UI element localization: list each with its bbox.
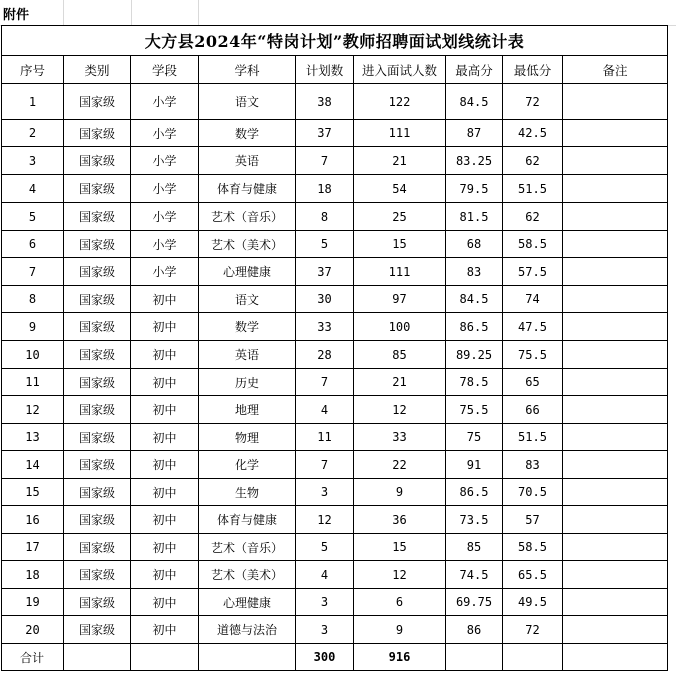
table-cell (563, 561, 668, 589)
table-cell: 初中 (131, 341, 199, 369)
table-cell: 66 (503, 396, 563, 424)
table-cell (563, 644, 668, 671)
table-cell: 33 (354, 424, 446, 451)
table-cell: 65 (503, 369, 563, 396)
total-row (2, 644, 668, 671)
table-cell: 17 (2, 534, 64, 561)
table-cell: 54 (354, 175, 446, 203)
table-cell: 5 (296, 534, 354, 561)
table-cell: 57 (503, 506, 563, 534)
table-cell: 7 (2, 258, 64, 286)
table-cell: 9 (2, 313, 64, 341)
table-cell (563, 396, 668, 424)
table-cell: 初中 (131, 479, 199, 506)
table-cell (131, 644, 199, 671)
table-cell: 国家级 (64, 561, 131, 589)
table-cell: 65.5 (503, 561, 563, 589)
table-cell: 21 (354, 369, 446, 396)
table-cell: 初中 (131, 506, 199, 534)
table-cell: 19 (2, 589, 64, 616)
table-cell: 3 (2, 147, 64, 175)
table-cell: 语文 (199, 84, 296, 120)
table-cell: 数学 (199, 120, 296, 147)
table-cell: 历史 (199, 369, 296, 396)
table-cell: 33 (296, 313, 354, 341)
table-cell (563, 534, 668, 561)
table-row (2, 203, 668, 231)
table-cell: 37 (296, 120, 354, 147)
total-interview-cell: 916 (354, 644, 446, 671)
table-cell: 初中 (131, 313, 199, 341)
table-cell: 初中 (131, 589, 199, 616)
table-cell: 111 (354, 120, 446, 147)
table-cell: 78.5 (446, 369, 503, 396)
table-row (2, 84, 668, 120)
table-cell: 艺术（美术） (199, 231, 296, 258)
table-cell: 英语 (199, 147, 296, 175)
table-cell (446, 644, 503, 671)
table-cell: 道德与法治 (199, 616, 296, 644)
table-cell: 81.5 (446, 203, 503, 231)
table-cell: 5 (296, 231, 354, 258)
table-row (2, 369, 668, 396)
table-cell: 37 (296, 258, 354, 286)
table-cell: 20 (2, 616, 64, 644)
table-cell: 16 (2, 506, 64, 534)
table-cell: 初中 (131, 616, 199, 644)
table-cell: 89.25 (446, 341, 503, 369)
table-cell: 初中 (131, 424, 199, 451)
table-cell: 83 (503, 451, 563, 479)
table-cell: 小学 (131, 120, 199, 147)
table-cell: 84.5 (446, 84, 503, 120)
table-cell: 国家级 (64, 506, 131, 534)
table-cell: 4 (296, 561, 354, 589)
table-cell: 国家级 (64, 616, 131, 644)
table-cell: 57.5 (503, 258, 563, 286)
table-cell (199, 644, 296, 671)
table-cell: 国家级 (64, 147, 131, 175)
table-cell: 7 (296, 369, 354, 396)
table-cell: 42.5 (503, 120, 563, 147)
table-row (2, 396, 668, 424)
interview-score-table (1, 25, 668, 671)
table-cell: 3 (296, 589, 354, 616)
table-cell: 86 (446, 616, 503, 644)
table-cell: 58.5 (503, 534, 563, 561)
table-cell: 100 (354, 313, 446, 341)
table-cell: 79.5 (446, 175, 503, 203)
table-cell: 4 (296, 396, 354, 424)
table-row (2, 506, 668, 534)
table-cell: 初中 (131, 534, 199, 561)
table-row (2, 175, 668, 203)
table-cell: 75 (446, 424, 503, 451)
table-cell: 体育与健康 (199, 175, 296, 203)
header-cell: 类别 (64, 56, 131, 84)
attachment-label: 附件 (3, 8, 30, 23)
total-label: 合计 (2, 644, 64, 671)
table-cell (563, 203, 668, 231)
table-cell: 15 (354, 534, 446, 561)
table-cell: 8 (296, 203, 354, 231)
table-cell (563, 616, 668, 644)
table-cell: 6 (354, 589, 446, 616)
table-cell (563, 84, 668, 120)
table-cell: 国家级 (64, 479, 131, 506)
table-header-row (2, 56, 668, 84)
table-cell (563, 286, 668, 313)
table-row (2, 341, 668, 369)
table-cell: 5 (2, 203, 64, 231)
table-cell: 10 (2, 341, 64, 369)
table-cell (563, 120, 668, 147)
header-cell: 备注 (563, 56, 668, 84)
table-cell: 国家级 (64, 424, 131, 451)
table-row (2, 589, 668, 616)
table-cell: 艺术（美术） (199, 561, 296, 589)
table-cell (563, 147, 668, 175)
table-cell: 85 (446, 534, 503, 561)
table-cell: 初中 (131, 369, 199, 396)
header-cell: 序号 (2, 56, 64, 84)
table-cell: 8 (2, 286, 64, 313)
table-cell: 初中 (131, 561, 199, 589)
table-cell: 18 (296, 175, 354, 203)
table-cell: 11 (296, 424, 354, 451)
header-cell: 学科 (199, 56, 296, 84)
table-cell: 国家级 (64, 286, 131, 313)
table-cell (563, 258, 668, 286)
header-cell: 最高分 (446, 56, 503, 84)
sheet-gridline (63, 0, 64, 26)
table-cell: 艺术（音乐） (199, 203, 296, 231)
table-cell (563, 589, 668, 616)
table-cell: 15 (2, 479, 64, 506)
table-row (2, 479, 668, 506)
table-row (2, 561, 668, 589)
table-cell: 国家级 (64, 175, 131, 203)
table-cell: 7 (296, 147, 354, 175)
header-cell: 最低分 (503, 56, 563, 84)
table-cell: 初中 (131, 396, 199, 424)
table-cell (563, 313, 668, 341)
table-cell (563, 369, 668, 396)
header-cell: 进入面试人数 (354, 56, 446, 84)
table-cell: 物理 (199, 424, 296, 451)
table-cell: 国家级 (64, 534, 131, 561)
table-cell: 3 (296, 616, 354, 644)
table-cell: 国家级 (64, 396, 131, 424)
table-cell: 小学 (131, 84, 199, 120)
table-cell: 小学 (131, 203, 199, 231)
table-cell: 国家级 (64, 203, 131, 231)
table-title: 大方县2024年“特岗计划”教师招聘面试划线统计表 (2, 26, 668, 56)
table-cell: 73.5 (446, 506, 503, 534)
table-cell: 111 (354, 258, 446, 286)
table-cell: 85 (354, 341, 446, 369)
table-cell: 21 (354, 147, 446, 175)
table-cell: 生物 (199, 479, 296, 506)
table-cell: 13 (2, 424, 64, 451)
table-cell: 2 (2, 120, 64, 147)
table-cell: 51.5 (503, 175, 563, 203)
table-cell: 18 (2, 561, 64, 589)
table-row (2, 424, 668, 451)
table-cell: 国家级 (64, 369, 131, 396)
table-cell: 小学 (131, 147, 199, 175)
table-cell: 12 (354, 561, 446, 589)
table-cell: 84.5 (446, 286, 503, 313)
table-cell: 12 (2, 396, 64, 424)
table-cell: 83 (446, 258, 503, 286)
table-cell: 初中 (131, 286, 199, 313)
table-cell: 英语 (199, 341, 296, 369)
table-cell (563, 341, 668, 369)
table-cell: 74 (503, 286, 563, 313)
table-cell: 国家级 (64, 120, 131, 147)
table-cell: 69.75 (446, 589, 503, 616)
table-row (2, 231, 668, 258)
table-row (2, 451, 668, 479)
table-cell: 12 (296, 506, 354, 534)
table-cell: 7 (296, 451, 354, 479)
table-cell: 70.5 (503, 479, 563, 506)
table-cell (563, 231, 668, 258)
table-cell: 艺术（音乐） (199, 534, 296, 561)
header-cell: 学段 (131, 56, 199, 84)
total-plan-cell: 300 (296, 644, 354, 671)
table-cell: 体育与健康 (199, 506, 296, 534)
table-cell: 75.5 (446, 396, 503, 424)
table-cell: 国家级 (64, 341, 131, 369)
table-cell: 化学 (199, 451, 296, 479)
sheet-gridline (131, 0, 132, 26)
table-cell (563, 424, 668, 451)
table-cell: 国家级 (64, 84, 131, 120)
table-cell: 97 (354, 286, 446, 313)
table-cell: 国家级 (64, 313, 131, 341)
table-cell: 22 (354, 451, 446, 479)
table-cell (563, 175, 668, 203)
table-cell: 28 (296, 341, 354, 369)
table-cell: 36 (354, 506, 446, 534)
table-cell: 14 (2, 451, 64, 479)
table-cell: 91 (446, 451, 503, 479)
table-cell: 72 (503, 84, 563, 120)
table-cell: 68 (446, 231, 503, 258)
header-cell: 计划数 (296, 56, 354, 84)
table-cell: 9 (354, 616, 446, 644)
table-cell: 86.5 (446, 479, 503, 506)
table-row (2, 534, 668, 561)
table-row (2, 313, 668, 341)
table-cell: 初中 (131, 451, 199, 479)
table-cell (503, 644, 563, 671)
table-cell: 74.5 (446, 561, 503, 589)
table-cell: 国家级 (64, 258, 131, 286)
table-row (2, 147, 668, 175)
table-cell (563, 479, 668, 506)
table-cell: 83.25 (446, 147, 503, 175)
table-cell: 心理健康 (199, 258, 296, 286)
table-cell: 62 (503, 203, 563, 231)
table-cell: 3 (296, 479, 354, 506)
table-cell: 87 (446, 120, 503, 147)
table-cell: 47.5 (503, 313, 563, 341)
table-cell: 51.5 (503, 424, 563, 451)
table-cell: 58.5 (503, 231, 563, 258)
table-cell (563, 451, 668, 479)
table-cell: 小学 (131, 231, 199, 258)
table-cell: 国家级 (64, 231, 131, 258)
table-cell: 11 (2, 369, 64, 396)
table-row (2, 258, 668, 286)
table-cell: 49.5 (503, 589, 563, 616)
table-cell: 小学 (131, 258, 199, 286)
table-row (2, 120, 668, 147)
table-cell: 6 (2, 231, 64, 258)
sheet-gridline (198, 0, 199, 26)
table-cell: 72 (503, 616, 563, 644)
table-cell: 38 (296, 84, 354, 120)
table-cell: 30 (296, 286, 354, 313)
table-cell: 地理 (199, 396, 296, 424)
table-row (2, 286, 668, 313)
table-cell: 4 (2, 175, 64, 203)
table-cell (563, 506, 668, 534)
table-cell: 数学 (199, 313, 296, 341)
table-cell: 1 (2, 84, 64, 120)
table-cell: 9 (354, 479, 446, 506)
table-cell: 国家级 (64, 451, 131, 479)
table-cell: 122 (354, 84, 446, 120)
table-cell: 62 (503, 147, 563, 175)
table-cell: 15 (354, 231, 446, 258)
table-cell: 语文 (199, 286, 296, 313)
table-cell: 心理健康 (199, 589, 296, 616)
table-cell: 小学 (131, 175, 199, 203)
table-cell (64, 644, 131, 671)
table-cell: 25 (354, 203, 446, 231)
table-cell: 75.5 (503, 341, 563, 369)
table-cell: 12 (354, 396, 446, 424)
table-cell: 86.5 (446, 313, 503, 341)
table-row (2, 616, 668, 644)
table-cell: 国家级 (64, 589, 131, 616)
